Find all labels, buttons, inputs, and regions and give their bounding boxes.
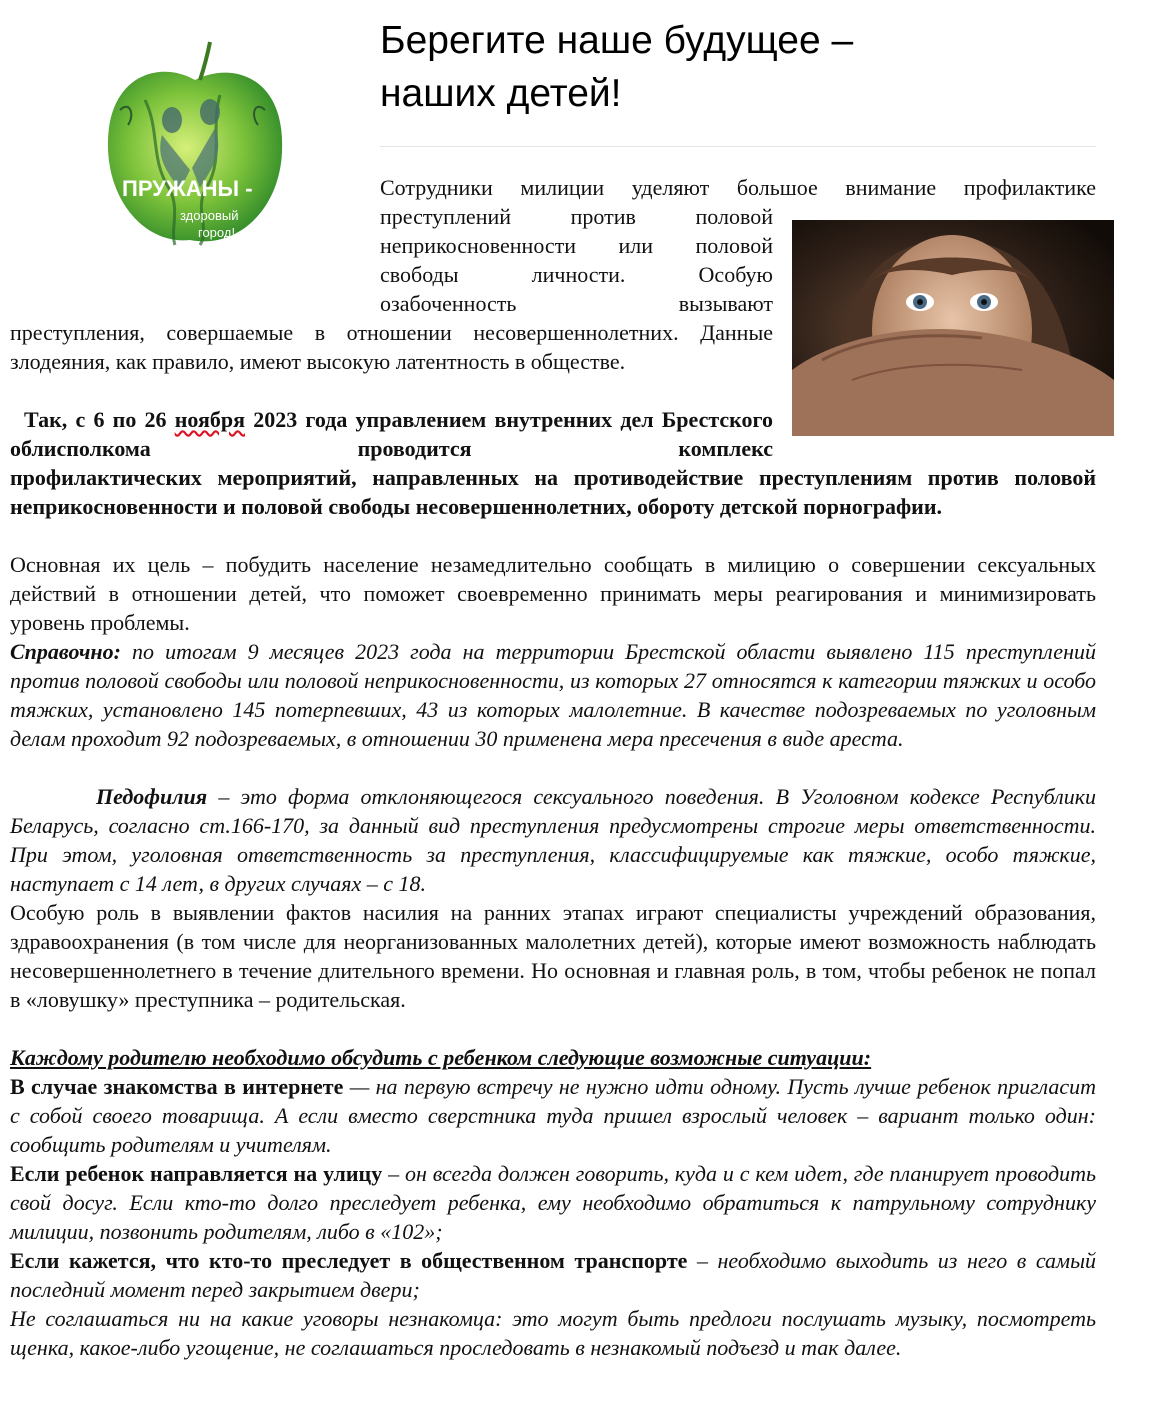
situations-section — [10, 1043, 1096, 1362]
situation-lead: Если ребенок направляется на улицу — [10, 1161, 383, 1186]
role-text: Особую роль в выявлении фактов насилия на ранних этапах играют специалисты учреждений образования, здравоохранения (в том числе для неорганизованных малолетних детей), которые имеют возможность наблюдать несовершеннолетнего в течение длительного времени. Но основная и главная роль, в том, чтобы ребенок не попал в «ловушку» преступника – родительская. — [10, 900, 1096, 1012]
intro-line-5: озабоченность вызывают — [380, 291, 773, 316]
green-apple-icon — [100, 40, 290, 252]
intro-line-3: неприкосновенности или половой — [380, 233, 773, 258]
operation-part-3: профилактических мероприятий, направленных на противодействие преступлениям против половой неприкосновенности и половой свободы несовершеннолетних, обороту детской порнографии. — [10, 465, 1096, 519]
intro-line-4: свободы личности. Особую — [380, 262, 773, 287]
situation-text: – он всегда должен говорить, куда и с кем идет, где планирует проводить свой досуг. Если кто-то долго преследует ребенка, ему необходимо обратиться к патрульному сотруднику милиции, позвонить родителям, либо в «102»; — [10, 1161, 1096, 1244]
logo-subtitle-2: город! — [198, 225, 236, 240]
role-paragraph — [10, 898, 1096, 1014]
intro-line-2: преступлений против половой — [380, 204, 773, 229]
operation-part-1: Так, с 6 по 26 — [24, 407, 175, 432]
situation-last: Не соглашаться ни на какие уговоры незнакомца: это могут быть предлоги послушать музыку, посмотреть щенка, какое-либо угощение, не соглашаться проследовать в незнакомый подъезд и так далее. — [10, 1306, 1096, 1360]
operation-part-2: 2023 года управлением внутренних дел Брестского облисполкома проводится комплекс — [10, 407, 773, 461]
situation-lead: Если кажется, что кто-то преследует в общественном транспорте — [10, 1248, 688, 1273]
logo-title: ПРУЖАНЫ - — [122, 176, 253, 201]
reference-text: по итогам 9 месяцев 2023 года на территории Брестской области выявлено 115 преступлений против половой свободы или половой неприкосновенности, из которых 27 относятся к категории тяжких и особо тяжких, установлено 145 потерпевших, 43 из которых малолетние. В качестве подозреваемых по уголовным делам проходит 92 подозреваемых, в отношении 30 применена мера пресечения в виде ареста. — [10, 639, 1096, 751]
situation-text: — на первую встречу не нужно идти одному. Пусть лучше ребенок пригласит с собой своего товарища. А если вместо сверстника туда пришел взрослый человек – вариант только один: сообщить родителям и учителям. — [10, 1074, 1096, 1157]
operation-month: ноября — [174, 407, 246, 432]
situations-heading: Каждому родителю необходимо обсудить с ребенком следующие возможные ситуации: — [10, 1045, 872, 1070]
operation-paragraph-bottom — [10, 463, 1096, 521]
intro-rest — [10, 318, 773, 376]
page-title — [380, 14, 1100, 120]
operation-paragraph-top — [10, 405, 773, 463]
pedophilia-text: – это форма отклоняющегося сексуального поведения. В Уголовном кодексе Республики Беларусь, согласно ст.166-170, за данный вид преступления предусмотрены строгие меры ответственности. При этом, уголовная ответственность за преступления, классифицируемые как тяжкие, особо тяжкие, наступает с 14 лет, в других случаях – с 18. — [10, 784, 1096, 896]
reference-paragraph — [10, 637, 1096, 753]
situation-item — [10, 1159, 1096, 1246]
situation-lead: В случае знакомства в интернете — [10, 1074, 344, 1099]
pedophilia-paragraph — [10, 782, 1096, 898]
intro-first-line: Сотрудники милиции уделяют большое внимание профилактике — [380, 175, 1096, 200]
title-line-2: наших детей! — [380, 72, 622, 115]
child-photo — [792, 220, 1114, 436]
reference-label: Справочно: — [10, 639, 121, 664]
pedophilia-label: Педофилия — [96, 784, 208, 809]
situation-item — [10, 1072, 1096, 1159]
situation-item — [10, 1246, 1096, 1304]
title-divider — [380, 146, 1096, 147]
logo-emblem — [100, 40, 290, 252]
frightened-child-photo-icon — [792, 220, 1114, 436]
intro-rest-text: преступления, совершаемые в отношении несовершеннолетних. Данные злодеяния, как правило, имеют высокую латентность в обществе. — [10, 320, 773, 374]
goal-paragraph — [10, 550, 1096, 637]
goal-text: Основная их цель – побудить население незамедлительно сообщать в милицию о совершении сексуальных действий в отношении детей, что поможет своевременно принимать меры реагирования и минимизировать уровень проблемы. — [10, 552, 1096, 635]
situation-text: – необходимо выходить из него в самый последний момент перед закрытием двери; — [10, 1248, 1096, 1302]
intro-wrapped-lines — [380, 202, 773, 318]
logo-subtitle-1: здоровый — [180, 208, 239, 223]
title-line-1: Берегите наше будущее – — [380, 19, 854, 62]
